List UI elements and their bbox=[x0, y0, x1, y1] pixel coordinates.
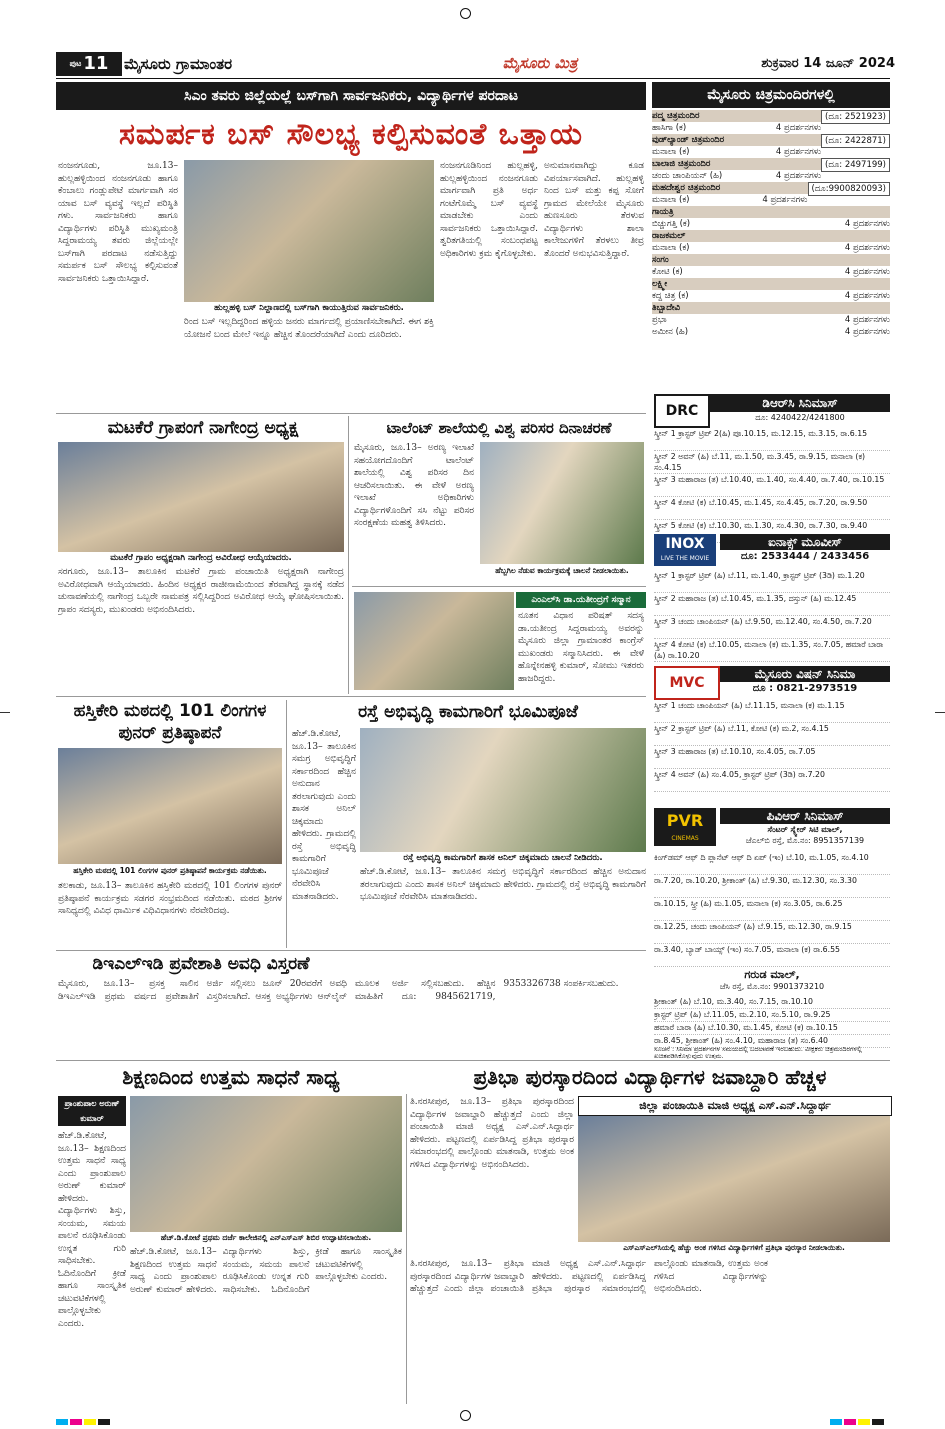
divider bbox=[406, 1094, 407, 1404]
showtime-line: ಶ್ರೀಕಾಂತ್ (ಹಿ) ಬೆ.10, ಮ.3.40, ಸಂ.7.15, ರಾ.10.10 bbox=[654, 996, 890, 1009]
theatre-shows: 4 ಪ್ರದರ್ಶನಗಳು bbox=[844, 219, 890, 229]
theatre-name: ಸಂಗಂ bbox=[652, 255, 669, 265]
pratibha-tag: ಜಿಲ್ಲಾ ಪಂಚಾಯಿತಿ ಮಾಜಿ ಅಧ್ಯಕ್ಷ ಎಸ್.ಎನ್.ಸಿದ್ದಾರ್ಥ bbox=[578, 1096, 892, 1116]
theatre-name: ಬಾಲಾಜಿ ಚಿತ್ರಮಂದಿರ bbox=[652, 159, 711, 169]
theatre-phone: (ದೂ: 2422871) bbox=[821, 134, 890, 148]
showtime-line: ಕಿಂಗ್‌ಡಮ್ ಆಫ್ ದಿ ಪ್ಲಾನೆಟ್ ಆಫ್ ದಿ ಏಪ್ (ಇಂ) ಬೆ.10, ಮ.1.05, ಸಂ.4.10 bbox=[654, 852, 890, 875]
theatre-shows: 4 ಪ್ರದರ್ಶನಗಳು bbox=[775, 147, 822, 157]
inox-title: ಐನಾಕ್ಸ್ ಮೂವೀಸ್ bbox=[720, 534, 890, 550]
inox-schedule bbox=[654, 570, 890, 662]
garuda-title: ಗರುಡ ಮಾಲ್, bbox=[744, 968, 800, 981]
lead-banner: ಸಿಎಂ ತವರು ಜಿಲ್ಲೆಯಲ್ಲೆ ಬಸ್‌ಗಾಗಿ ಸಾರ್ವಜನಿಕರು, ವಿದ್ಯಾರ್ಥಿಗಳ ಪರದಾಟ bbox=[56, 82, 646, 110]
showtime-line: ಕ್ರಾಸ್ಟರ್ ಟ್ರಿಪ್ (ಹಿ) ಬೆ.11.05, ಮ.2.10, ಸಂ.5.10, ರಾ.9.25 bbox=[654, 1009, 890, 1022]
showtime-line: ರಾ.12.25, ಚಂದು ಚಾಂಪಿಯನ್ (ಹಿ) ಬೆ.9.15, ಮ.12.30, ರಾ.9.15 bbox=[654, 921, 890, 944]
header-rule bbox=[56, 78, 890, 79]
diel-headline: ಡಿಇಎಲ್‌ಇಡಿ ಪ್ರವೇಶಾತಿ ಅವಧಿ ವಿಸ್ತರಣೆ bbox=[92, 954, 310, 974]
showtime-line: ಸ್ಕ್ರೀನ್ 2 ಮಹಾರಾಜ (ತ) ಬೆ.10.45, ಮ.1.35, ದಸ್ತುನ್ (ಹಿ) ಮ.12.45 bbox=[654, 593, 890, 616]
shikshana-tag: ಪ್ರಾಂಶುಪಾಲ ಅರುಣ್ ಕುಮಾರ್ bbox=[58, 1096, 126, 1126]
pvr-logo-text: PVR bbox=[666, 811, 704, 830]
lead-body-left: ನಂಜನಗೂಡು, ಜೂ.13– ಹುಲ್ಲಹಳ್ಳಿಯಿಂದ ನಂಜನಗೂಡು ಹಾಗೂ ಕೆಂಬಾಲು ಗಂಡ್ಲುಪೇಟೆ ಮಾರ್ಗವಾಗಿ ಸರ ಯಾವ ಬಸ್ ವ್ಯವಸ್ಥೆ ಇಲ್ಲದೆ ಪರಿಸ್ಥಿತಿ ಗಳು. ಸಾರ್ವಜನಿಕರು ಹಾಗೂ ವಿದ್ಯಾರ್ಥಿಗಳು ಪರಿಸ್ಥಿತಿ ಮುಖ್ಯಮಂತ್ರಿ ಸಿದ್ದರಾಮಯ್ಯ ತವರು ಜಿಲ್ಲೆಯಲ್ಲೇ ಬಸ್‌ಗಾಗಿ ಪರದಾಟ ನಡೆಸುತ್ತಿದ್ದು ಸಮರ್ಪಕ ಬಸ್ ಸೌಲಭ್ಯ ಕಲ್ಪಿಸುವಂತೆ ಸಾರ್ವಜನಿಕರು ಒತ್ತಾಯಿಸಿದ್ದಾರೆ. bbox=[58, 161, 178, 284]
theatre-shows: 4 ಪ್ರದರ್ಶನಗಳು bbox=[844, 267, 890, 277]
pratibha-headline: ಪ್ರತಿಭಾ ಪುರಸ್ಕಾರದಿಂದ ವಿದ್ಯಾರ್ಥಿಗಳ ಜವಾಬ್ದಾರಿ ಹೆಚ್ಚಳ bbox=[473, 1065, 827, 1089]
theatre-name: ತಿಬ್ಬಾದೇವಿ bbox=[652, 303, 681, 313]
page-number bbox=[56, 52, 122, 76]
theatre-film: ಅಮೀನ (ಹಿ) bbox=[652, 327, 689, 337]
theatre-item bbox=[652, 134, 890, 158]
garuda-schedule bbox=[654, 996, 890, 1048]
showtime-line: ಸ್ಕ್ರೀನ್ 4 ಕೋಟಿ (ಕ) ಬೆ.10.45, ಮ.1.45, ಸಂ.4.45, ರಾ.7.20, ರಾ.9.50 bbox=[654, 497, 890, 520]
divider bbox=[56, 950, 646, 951]
theatre-shows: 4 ಪ್ರದರ್ಶನಗಳು bbox=[844, 327, 890, 337]
theatre-item bbox=[652, 158, 890, 182]
inox-logo bbox=[654, 534, 716, 566]
color-bar bbox=[56, 1410, 112, 1429]
crop-line bbox=[935, 712, 945, 713]
showtime-line: ಸ್ಕ್ರೀನ್ 3 ಮಹಾರಾಜ (ತ) ಬೆ.10.10, ಸಂ.4.05, ರಾ.7.05 bbox=[654, 746, 890, 769]
pratibha-body-cont: ತಿ.ನರಸೀಪುರ, ಜೂ.13– ಪ್ರತಿಭಾ ಪುರಸ್ಕಾರದಿಂದ ವಿದ್ಯಾರ್ಥಿಗಳ ಜವಾಬ್ದಾರಿ ಹೆಚ್ಚುತ್ತದೆ ಎಂದು ಜಿಲ್ಲಾ ಪಂಚಾಯಿತಿ ಮಾಜಿ ಅಧ್ಯಕ್ಷ ಎಸ್.ಎನ್.ಸಿದ್ದಾರ್ಥ ಹೇಳಿದರು. ಪಟ್ಟಣದಲ್ಲಿ ಏರ್ಪಡಿಸಿದ್ದ ಪ್ರತಿಭಾ ಪುರಸ್ಕಾರ ಸಮಾರಂಭದಲ್ಲಿ ಪಾಲ್ಗೊಂಡು ಮಾತನಾಡಿ, ಉತ್ತಮ ಅಂಕ ಗಳಿಸಿದ ವಿದ್ಯಾರ್ಥಿಗಳನ್ನು ಅಭಿನಂದಿಸಿದರು. bbox=[410, 1259, 768, 1294]
showtime-line: ರಾ.3.40, ಬ್ಯಾಡ್ ಬಾಯ್ಸ್ (ಇಂ) ಸಂ.7.05, ಮನಾಲಾ (ಕ) ರಾ.6.55 bbox=[654, 944, 890, 967]
theatre-film: ಹಾಸಿಗಾ (ಕ) bbox=[652, 123, 687, 133]
showtime-line: ಸ್ಕ್ರೀನ್ 1 ಕ್ರಾಸ್ಟರ್ ಟ್ರಿಪ್ 2(ಹಿ) ಪೂ.10.15, ಮ.12.15, ಮ.3.15, ರಾ.6.15 bbox=[654, 428, 890, 451]
theatre-name: ಲಕ್ಷ್ಮೀ bbox=[652, 279, 668, 289]
hastikeri-body: ತಲಕಾಡು, ಜೂ.13– ತಾಲೂಕಿನ ಹಸ್ತಿಕೇರಿ ಮಠದಲ್ಲಿ 101 ಲಿಂಗಗಳ ಪುನರ್ ಪ್ರತಿಷ್ಠಾಪನೆ ಕಾರ್ಯಕ್ರಮ ಸಡಗರ ಸಂಭ್ರಮದಿಂದ ನಡೆಯಿತು. ಮಠದ ಶ್ರೀಗಳ ಸಾನಿಧ್ಯದಲ್ಲಿ ವಿವಿಧ ಧಾರ್ಮಿಕ ವಿಧಿವಿಧಾನಗಳು ನೆರವೇರಿದವು. bbox=[58, 881, 282, 916]
divider bbox=[56, 696, 646, 697]
theatre-film: ಕದ್ದ ಚಿತ್ರ (ಕ) bbox=[652, 291, 689, 301]
talent-photo bbox=[480, 442, 644, 564]
section-title: ಮೈಸೂರು ಗ್ರಾಮಾಂತರ bbox=[124, 55, 233, 73]
showtime-line: ಹಮಾರೆ ಬಾರಾ (ಹಿ) ಬೆ.10.30, ಮ.1.45, ಕೋಟಿ (ಕ) ರಾ.10.15 bbox=[654, 1022, 890, 1035]
mvc-phone: ದೂ : 0821-2973519 bbox=[752, 683, 858, 694]
road-body: ಹೆಚ್.ಡಿ.ಕೋಟೆ, ಜೂ.13– ತಾಲೂಕಿನ ಸಮಗ್ರ ಅಭಿವೃದ್ಧಿಗೆ ಸರ್ಕಾರದಿಂದ ಹೆಚ್ಚಿನ ಅನುದಾನ ತರಲಾಗುವುದು ಎಂದು ಶಾಸಕ ಅನಿಲ್ ಚಿಕ್ಕಮಾದು ಹೇಳಿದರು. ಗ್ರಾಮದಲ್ಲಿ ರಸ್ತೆ ಅಭಿವೃದ್ಧಿ ಕಾಮಗಾರಿಗೆ ಭೂಮಿಪೂಜೆ ನೆರವೇರಿಸಿ ಮಾತನಾಡಿದರು. bbox=[292, 729, 356, 902]
theatre-film: ಚಂದು ಚಾಂಪಿಯನ್ (ಹಿ) bbox=[652, 171, 723, 181]
diel-body: ಮೈಸೂರು, ಜೂ.13– ಪ್ರಸಕ್ತ ಸಾಲಿನ ಡಿಇಎಲ್‌ಇಡಿ ಪ್ರಥಮ ವರ್ಷದ ಪ್ರವೇಶಾತಿಗೆ ಅರ್ಜಿ ಸಲ್ಲಿಸಲು ಜೂನ್ 20ರವರೆಗೆ ಅವಧಿ ವಿಸ್ತರಿಸಲಾಗಿದೆ. ಆಸಕ್ತ ಅಭ್ಯರ್ಥಿಗಳು ಆನ್‌ಲೈನ್ ಮೂಲಕ ಅರ್ಜಿ ಸಲ್ಲಿಸಬಹುದು. ಹೆಚ್ಚಿನ ಮಾಹಿತಿಗೆ ದೂ: 9845621719, 9353326738 ಸಂಪರ್ಕಿಸಬಹುದು. bbox=[58, 979, 619, 1002]
schedule-note: ಸೂಚನೆ : ಸಿನಿಮಾ ಪ್ರದರ್ಶನಗಳ ಸಮಯದಲ್ಲಿ ಬದಲಾವಣೆ ಇರಬಹುದು. ವೀಕ್ಷಕರು ಚಿತ್ರಮಂದಿರಗಳಲ್ಲಿ ಖಚಿತಪಡಿಸಿಕೊಳ್ಳುವುದು ಉತ್ತಮ. bbox=[654, 1046, 862, 1059]
matakere-headline: ಮಟಕೆರೆ ಗ್ರಾಪಂಗೆ ನಾಗೇಂದ್ರ ಅಧ್ಯಕ್ಷ bbox=[107, 418, 299, 438]
paper-name: ಮೈಸೂರು ಮಿತ್ರ bbox=[502, 54, 578, 72]
road-photo bbox=[360, 728, 646, 852]
showtime-line: ಸ್ಕ್ರೀನ್ 2 ಕ್ರಾಸ್ಟರ್ ಟ್ರಿಪ್ (ಹಿ) ಬೆ.11, ಕೋಟಿ (ಕ) ಮ.2, ಸಂ.4.15 bbox=[654, 723, 890, 746]
theatre-shows: 4 ಪ್ರದರ್ಶನಗಳು bbox=[762, 195, 808, 205]
mvc-schedule bbox=[654, 700, 890, 792]
theatre-shows: 4 ಪ್ರದರ್ಶನಗಳು bbox=[844, 291, 890, 301]
theatre-item bbox=[652, 182, 890, 206]
drc-logo: DRC bbox=[654, 394, 710, 428]
theatre-shows: 4 ಪ್ರದರ್ಶನಗಳು bbox=[775, 123, 822, 133]
registration-mark bbox=[460, 1410, 471, 1421]
showtime-line: ಸ್ಕ್ರೀನ್ 3 ಚಂದು ಚಾಂಪಿಯನ್ (ಹಿ) ಬೆ.9.50, ಮ.12.40, ಸಂ.4.50, ರಾ.7.20 bbox=[654, 616, 890, 639]
hastikeri-caption: ಹಸ್ತಿಕೇರಿ ಮಠದಲ್ಲಿ 101 ಲಿಂಗಗಳ ಪುನರ್ ಪ್ರತಿಷ್ಠಾಪನೆ ಕಾರ್ಯಕ್ರಮ ನಡೆಯಿತು. bbox=[58, 865, 282, 877]
showtime-line: ರಾ.7.20, ರಾ.10.20, ಶ್ರೀಕಾಂತ್ (ಹಿ) ಬೆ.9.30, ಮ.12.30, ಸಂ.3.30 bbox=[654, 875, 890, 898]
shikshana-headline: ಶಿಕ್ಷಣದಿಂದ ಉತ್ತಮ ಸಾಧನೆ ಸಾಧ್ಯ bbox=[122, 1065, 340, 1089]
talent-body: ಮೈಸೂರು, ಜೂ.13– ಅರಣ್ಯ ಇಲಾಖೆ ಸಹಯೋಗದೊಂದಿಗೆ ಟಾಲೆಂಟ್ ಶಾಲೆಯಲ್ಲಿ ವಿಶ್ವ ಪರಿಸರ ದಿನ ಆಚರಿಸಲಾಯಿತು. ಈ ವೇಳೆ ಅರಣ್ಯ ಇಲಾಖೆ ಅಧಿಕಾರಿಗಳು ವಿದ್ಯಾರ್ಥಿಗಳೊಂದಿಗೆ ಸಸಿ ನೆಟ್ಟು ಪರಿಸರ ಸಂರಕ್ಷಣೆಯ ಮಹತ್ವ ತಿಳಿಸಿದರು. bbox=[354, 443, 474, 528]
shikshana-photo bbox=[130, 1096, 402, 1232]
shikshana-body: ಹೆಚ್.ಡಿ.ಕೋಟೆ, ಜೂ.13– ಶಿಕ್ಷಣದಿಂದ ಉತ್ತಮ ಸಾಧನೆ ಸಾಧ್ಯ ಎಂದು ಪ್ರಾಂಶುಪಾಲ ಅರುಣ್ ಕುಮಾರ್ ಹೇಳಿದರು. ವಿದ್ಯಾರ್ಥಿಗಳು ಶಿಸ್ತು, ಸಂಯಮ, ಸಮಯ ಪಾಲನೆ ರೂಢಿಸಿಕೊಂಡು ಉನ್ನತ ಗುರಿ ಸಾಧಿಸಬೇಕು. ಓದಿನೊಂದಿಗೆ ಕ್ರೀಡೆ ಹಾಗೂ ಸಾಂಸ್ಕೃತಿಕ ಚಟುವಟಿಕೆಗಳಲ್ಲಿ ಪಾಲ್ಗೊಳ್ಳಬೇಕು ಎಂದರು. bbox=[58, 1131, 126, 1329]
mvc-logo: MVC bbox=[654, 666, 720, 700]
hastikeri-headline: ಹಸ್ತಿಕೇರಿ ಮಠದಲ್ಲಿ 101 ಲಿಂಗಗಳ ಪುನರ್ ಪ್ರತಿಷ್ಠಾಪನೆ bbox=[73, 701, 267, 743]
shikshana-body-cont: ಹೆಚ್.ಡಿ.ಕೋಟೆ, ಜೂ.13– ಶಿಕ್ಷಣದಿಂದ ಉತ್ತಮ ಸಾಧನೆ ಸಾಧ್ಯ ಎಂದು ಪ್ರಾಂಶುಪಾಲ ಅರುಣ್ ಕುಮಾರ್ ಹೇಳಿದರು. ವಿದ್ಯಾರ್ಥಿಗಳು ಶಿಸ್ತು, ಸಂಯಮ, ಸಮಯ ಪಾಲನೆ ರೂಢಿಸಿಕೊಂಡು ಉನ್ನತ ಗುರಿ ಸಾಧಿಸಬೇಕು. ಓದಿನೊಂದಿಗೆ ಕ್ರೀಡೆ ಹಾಗೂ ಸಾಂಸ್ಕೃತಿಕ ಚಟುವಟಿಕೆಗಳಲ್ಲಿ ಪಾಲ್ಗೊಳ್ಳಬೇಕು ಎಂದರು. bbox=[130, 1247, 402, 1295]
divider bbox=[56, 1060, 890, 1061]
divider bbox=[56, 413, 646, 414]
matakere-body: ಸರಗೂರು, ಜೂ.13– ತಾಲೂಕಿನ ಮಟಕೆರೆ ಗ್ರಾಮ ಪಂಚಾಯಿತಿ ಅಧ್ಯಕ್ಷರಾಗಿ ನಾಗೇಂದ್ರ ಅವಿರೋಧವಾಗಿ ಆಯ್ಕೆಯಾದರು. ಹಿಂದಿನ ಅಧ್ಯಕ್ಷರ ರಾಜೀನಾಮೆಯಿಂದ ತೆರವಾಗಿದ್ದ ಸ್ಥಾನಕ್ಕೆ ನಡೆದ ಚುನಾವಣೆಯಲ್ಲಿ ನಾಗೇಂದ್ರ ಒಬ್ಬರೇ ನಾಮಪತ್ರ ಸಲ್ಲಿಸಿದ್ದರಿಂದ ಅವಿರೋಧ ಆಯ್ಕೆ ಘೋಷಿಸಲಾಯಿತು. ಗ್ರಾಪಂ ಸದಸ್ಯರು, ಮುಖಂಡರು ಅಭಿನಂದಿಸಿದರು. bbox=[58, 567, 344, 615]
theatre-film: ಮನಾಲಾ (ಕ) bbox=[652, 195, 690, 205]
theatre-phone: (ದೂ: 2497199) bbox=[821, 158, 890, 172]
talent-caption: ಹೆಬ್ಬಗಿಲ ನೆಡುವ ಕಾರ್ಯಕ್ರಮಕ್ಕೆ ಚಾಲನೆ ನೀಡಲಾಯಿತು. bbox=[480, 565, 644, 577]
inox-tagline: LIVE THE MOVIE bbox=[660, 555, 710, 562]
pvr-logo-sub: CINEMAS bbox=[671, 835, 699, 842]
pvr-schedule bbox=[654, 852, 890, 967]
theatre-phone: (ದೂ:9900820093) bbox=[808, 182, 891, 196]
theatre-item bbox=[652, 302, 890, 338]
divider bbox=[348, 416, 349, 694]
showtime-line: ಸ್ಕ್ರೀನ್ 4 ಕೋಟಿ (ಕ) ಬೆ.10.05, ಮನಾಲಾ (ಕ) ಮ.1.35, ಸಂ.7.05, ಹಮಾರೆ ಬಾರಾ (ಹಿ) ರಾ.10.20 bbox=[654, 639, 890, 662]
theatre-film: ಮನಾಲಾ (ಕ) bbox=[652, 147, 690, 157]
shikshana-caption: ಹೆಚ್.ಡಿ.ಕೋಟೆ ಪ್ರಥಮ ದರ್ಜೆ ಕಾಲೇಜಿನಲ್ಲಿ ಎನ್ಎಸ್ಎಸ್ ಶಿಬಿರ ಉದ್ಘಾಟಿಸಲಾಯಿತು. bbox=[130, 1232, 402, 1244]
showtime-line: ಸ್ಕ್ರೀನ್ 4 ಅವನ್ (ಹಿ) ಸಂ.4.05, ಕ್ರಾಸ್ಟರ್ ಟ್ರಿಪ್ (3ಡಿ) ರಾ.7.20 bbox=[654, 769, 890, 792]
theatre-name: ರಾಜಕಮಲ್ bbox=[652, 231, 686, 241]
theatre-item bbox=[652, 110, 890, 134]
inox-logo-text: INOX bbox=[665, 536, 705, 552]
theatre-film: ಪ್ರಭಾ bbox=[652, 315, 667, 325]
showtime-line: ಸ್ಕ್ರೀನ್ 2 ಅವನ್ (ಹಿ) ಬೆ.11, ಮ.1.50, ಮ.3.45, ರಾ.9.15, ಮನಾಲಾ (ಕ) ಸಂ.4.15 bbox=[654, 451, 890, 474]
lead-photo bbox=[184, 160, 434, 302]
inox-phone: ದೂ: 2533444 / 2433456 bbox=[740, 551, 870, 562]
theatre-item bbox=[652, 278, 890, 302]
theatre-name: ವುಡ್‌ಲ್ಯಾಂಡ್ ಚಿತ್ರಮಂದಿರ bbox=[652, 135, 725, 145]
theatre-shows: 4 ಪ್ರದರ್ಶನಗಳು bbox=[775, 171, 822, 181]
showtime-line: ರಾ.10.15, ಸ್ತ್ರೀ (ಹಿ) ಮ.1.05, ಮನಾಲಾ (ಕ) ಸಂ.3.05, ರಾ.6.25 bbox=[654, 898, 890, 921]
theatre-film: ಬಿಚ್ಚುಗತ್ತಿ (ಕ) bbox=[652, 219, 691, 229]
theatre-phone: (ದೂ: 2521923) bbox=[821, 110, 890, 124]
hastikeri-photo bbox=[58, 748, 282, 864]
lead-body-right: ನಂಜನಗೂಡಿನಿಂದ ಹುಲ್ಲಹಳ್ಳಿ, ಹುಲ್ಲಹಳ್ಳಿಯಿಂದ ನಂಜನಗೂಡು ಮಾರ್ಗವಾಗಿ ಪ್ರತಿ ಅರ್ಧ ಗಂಟೆಗೊಮ್ಮೆ ಬಸ್ ವ್ಯವಸ್ಥೆ ಮಾಡಬೇಕು ಎಂದು ಸಾರ್ವಜನಿಕರು ಒತ್ತಾಯಿಸಿದ್ದಾರೆ. ತ್ವರಿತಗತಿಯಲ್ಲಿ ಸಂಬಂಧಪಟ್ಟ ಅಧಿಕಾರಿಗಳು ಕ್ರಮ ಕೈಗೊಳ್ಳಬೇಕು. bbox=[440, 161, 538, 259]
lead-headline: ಸಮರ್ಪಕ ಬಸ್ ಸೌಲಭ್ಯ ಕಲ್ಪಿಸುವಂತೆ ಒತ್ತಾಯ bbox=[119, 117, 583, 152]
drc-phone: ದೂ: 4240422/4241800 bbox=[755, 413, 845, 422]
divider bbox=[286, 700, 287, 948]
page-label: ಪುಟ bbox=[69, 59, 82, 68]
theatre-shows: 4 ಪ್ರದರ್ಶನಗಳು bbox=[844, 243, 890, 253]
theatre-shows: 4 ಪ್ರದರ್ಶನಗಳು bbox=[844, 315, 890, 325]
garuda-phone: ಜೆಸಿ ರಸ್ತೆ, ಮೊ.ನಂ: 9901373210 bbox=[719, 982, 825, 991]
emlc-body: ನೂತನ ವಿಧಾನ ಪರಿಷತ್ ಸದಸ್ಯ ಡಾ.ಯತೀಂದ್ರ ಸಿದ್ದರಾಮಯ್ಯ ಅವರನ್ನು ಮೈಸೂರು ಜಿಲ್ಲಾ ಗ್ರಾಮಾಂತರ ಕಾಂಗ್ರೆಸ್ ಮುಖಂಡರು ಸನ್ಮಾನಿಸಿದರು. ಈ ವೇಳೆ ಹೊನ್ನೇನಹಳ್ಳಿ ಕುಮಾರ್, ಸೋಮು ಇತರರು ಹಾಜರಿದ್ದರು. bbox=[518, 611, 644, 684]
theatre-item bbox=[652, 230, 890, 254]
lead-body-mid: ರಿಂದ ಬಸ್ ಇಲ್ಲದಿದ್ದರಿಂದ ಹಳ್ಳಿಯ ಜನರು ಮಾರ್ಗದಲ್ಲಿ ಪ್ರಯಾಣಿಸಬೇಕಾಗಿದೆ. ಈಗ ಶಕ್ತಿ ಯೋಜನೆ ಬಂದ ಮೇಲೆ ಇನ್ನೂ ಹೆಚ್ಚಿನ ತೊಂದರೆಯಾಗಿದೆ ಎಂದು ದೂರಿದರು. bbox=[184, 317, 434, 340]
road-body-cont: ಹೆಚ್.ಡಿ.ಕೋಟೆ, ಜೂ.13– ತಾಲೂಕಿನ ಸಮಗ್ರ ಅಭಿವೃದ್ಧಿಗೆ ಸರ್ಕಾರದಿಂದ ಹೆಚ್ಚಿನ ಅನುದಾನ ತರಲಾಗುವುದು ಎಂದು ಶಾಸಕ ಅನಿಲ್ ಚಿಕ್ಕಮಾದು ಹೇಳಿದರು. ಗ್ರಾಮದಲ್ಲಿ ರಸ್ತೆ ಅಭಿವೃದ್ಧಿ ಕಾಮಗಾರಿಗೆ ಭೂಮಿಪೂಜೆ ನೆರವೇರಿಸಿ ಮಾತನಾಡಿದರು. bbox=[360, 867, 646, 902]
pvr-logo bbox=[654, 808, 716, 846]
matakere-photo bbox=[58, 442, 344, 552]
divider bbox=[352, 586, 646, 587]
road-headline: ರಸ್ತೆ ಅಭಿವೃದ್ಧಿ ಕಾಮಗಾರಿಗೆ ಭೂಮಿಪೂಜೆ bbox=[358, 702, 578, 722]
showtime-line: ಸ್ಕ್ರೀನ್ 5 ಕೋಟಿ (ಕ) ಬೆ.10.30, ಮ.1.30, ಸಂ.4.30, ರಾ.7.30, ರಾ.9.40 bbox=[654, 520, 890, 543]
showtime-line: ರಾ.8.45, ಶ್ರೀಕಾಂತ್ (ಹಿ) ಸಂ.4.10, ಮಹಾರಾಜ (ತ) ಸಂ.6.40 bbox=[654, 1035, 890, 1048]
drc-schedule bbox=[654, 428, 890, 543]
theatres-title: ಮೈಸೂರು ಚಿತ್ರಮಂದಿರಗಳಲ್ಲಿ bbox=[652, 82, 890, 108]
theatre-item bbox=[652, 254, 890, 278]
color-bar bbox=[830, 1410, 886, 1429]
theatre-film: ಮನಾಲಾ (ಕ) bbox=[652, 243, 690, 253]
theatre-name: ಮಹದೇಶ್ವರ ಚಿತ್ರಮಂದಿರ bbox=[652, 183, 721, 193]
showtime-line: ಸ್ಕ್ರೀನ್ 1 ಚಂದು ಚಾಂಪಿಯನ್ (ಹಿ) ಬೆ.11.15, ಮನಾಲಾ (ಕ) ಮ.1.15 bbox=[654, 700, 890, 723]
mvc-title: ಮೈಸೂರು ವಿಷನ್ ಸಿನಿಮಾ bbox=[720, 666, 890, 682]
drc-title: ಡಿಆರ್‌ಸಿ ಸಿನಿಮಾಸ್ bbox=[710, 394, 890, 412]
pratibha-caption: ಎಸ್ಎಸ್ಎಲ್‌ಸಿಯಲ್ಲಿ ಹೆಚ್ಚು ಅಂಕ ಗಳಿಸಿದ ವಿದ್ಯಾರ್ಥಿಗಳಿಗೆ ಪ್ರತಿಭಾ ಪುರಸ್ಕಾರ ನೀಡಲಾಯಿತು. bbox=[578, 1242, 890, 1254]
showtime-line: ಸ್ಕ್ರೀನ್ 1 ಕ್ರಾಸ್ಟರ್ ಟ್ರಿಪ್ (ಹಿ) ಬೆ.11, ಮ.1.40, ಕ್ರಾಸ್ಟರ್ ಟ್ರಿಪ್ (3ಡಿ) ಮ.1.20 bbox=[654, 570, 890, 593]
talent-headline: ಟಾಲೆಂಟ್ ಶಾಲೆಯಲ್ಲಿ ವಿಶ್ವ ಪರಿಸರ ದಿನಾಚರಣೆ bbox=[386, 419, 612, 437]
theatre-list bbox=[652, 110, 890, 338]
pvr-title: ಪಿವಿಆರ್ ಸಿನಿಮಾಸ್ bbox=[720, 808, 890, 824]
matakere-caption: ಮಟಕೆರೆ ಗ್ರಾಪಂ ಅಧ್ಯಕ್ಷರಾಗಿ ನಾಗೇಂದ್ರ ಅವಿರೋಧ ಆಯ್ಕೆಯಾದರು. bbox=[58, 552, 344, 564]
page-number-value: 11 bbox=[83, 53, 109, 74]
pratibha-photo bbox=[578, 1116, 890, 1242]
issue-date: ಶುಕ್ರವಾರ 14 ಜೂನ್ 2024 bbox=[761, 56, 895, 71]
road-caption: ರಸ್ತೆ ಅಭಿವೃದ್ಧಿ ಕಾಮಗಾರಿಗೆ ಶಾಸಕ ಅನಿಲ್ ಚಿಕ್ಕಮಾದು ಚಾಲನೆ ನೀಡಿದರು. bbox=[360, 852, 646, 864]
showtime-line: ಸ್ಕ್ರೀನ್ 3 ಮಹಾರಾಜ (ತ) ಬೆ.10.40, ಮ.1.40, ಸಂ.4.40, ರಾ.7.40, ರಾ.10.15 bbox=[654, 474, 890, 497]
theatre-film: ಕೋಟಿ (ಕ) bbox=[652, 267, 683, 277]
pvr-phone: ಜೆಎಲ್‌ಬಿ ರಸ್ತೆ, ಮೊ.ನಂ: 8951357139 bbox=[745, 836, 865, 845]
theatre-name: ಗಾಯತ್ರಿ bbox=[652, 207, 674, 217]
registration-mark bbox=[460, 8, 471, 19]
pvr-subtitle: ಸೆಂಟರ್ ಸ್ಕ್ವೇರ್ ಸಿಟಿ ಮಾಲ್, bbox=[767, 825, 843, 834]
theatre-item bbox=[652, 206, 890, 230]
theatre-name: ಪದ್ಮ ಚಿತ್ರಮಂದಿರ bbox=[652, 111, 700, 121]
lead-photo-caption: ಹುಲ್ಲಹಳ್ಳಿ ಬಸ್ ನಿಲ್ದಾಣದಲ್ಲಿ ಬಸ್‌ಗಾಗಿ ಕಾಯುತ್ತಿರುವ ಸಾರ್ವಜನಿಕರು. bbox=[184, 302, 434, 314]
crop-line bbox=[0, 712, 10, 713]
emlc-headline: ಎಂಎಲ್‌ಸಿ ಡಾ.ಯತೀಂದ್ರಗೆ ಸನ್ಮಾನ bbox=[516, 592, 646, 608]
pratibha-body: ತಿ.ನರಸೀಪುರ, ಜೂ.13– ಪ್ರತಿಭಾ ಪುರಸ್ಕಾರದಿಂದ ವಿದ್ಯಾರ್ಥಿಗಳ ಜವಾಬ್ದಾರಿ ಹೆಚ್ಚುತ್ತದೆ ಎಂದು ಜಿಲ್ಲಾ ಪಂಚಾಯಿತಿ ಮಾಜಿ ಅಧ್ಯಕ್ಷ ಎಸ್.ಎನ್.ಸಿದ್ದಾರ್ಥ ಹೇಳಿದರು. ಪಟ್ಟಣದಲ್ಲಿ ಏರ್ಪಡಿಸಿದ್ದ ಪ್ರತಿಭಾ ಪುರಸ್ಕಾರ ಸಮಾರಂಭದಲ್ಲಿ ಪಾಲ್ಗೊಂಡು ಮಾತನಾಡಿ, ಉತ್ತಮ ಅಂಕ ಗಳಿಸಿದ ವಿದ್ಯಾರ್ಥಿಗಳನ್ನು ಅಭಿನಂದಿಸಿದರು. bbox=[410, 1097, 574, 1170]
lead-body-far: ಅನುಮಾನವಾಗಿದ್ದು ಕೂಡ ವಿಪರ್ಯಾಸವಾಗಿದೆ. ಹುಲ್ಲಹಳ್ಳಿ ನಿಂದ ಬಸ್ ಮತ್ತು ಕಪ್ಪ ಸೋಗೆ ಗ್ರಾಮದ ಮೇಲೆಯೇ ಮೈಸೂರು ಹುಣಸೂರು ತೆರಳುವ ವಿದ್ಯಾರ್ಥಿಗಳು ಶಾಲಾ ಕಾಲೇಜುಗಳಿಗೆ ತೆರಳಲು ತೀವ್ರ ತೊಂದರೆ ಅನುಭವಿಸುತ್ತಿದ್ದಾರೆ. bbox=[544, 161, 644, 259]
emlc-photo bbox=[354, 592, 514, 690]
